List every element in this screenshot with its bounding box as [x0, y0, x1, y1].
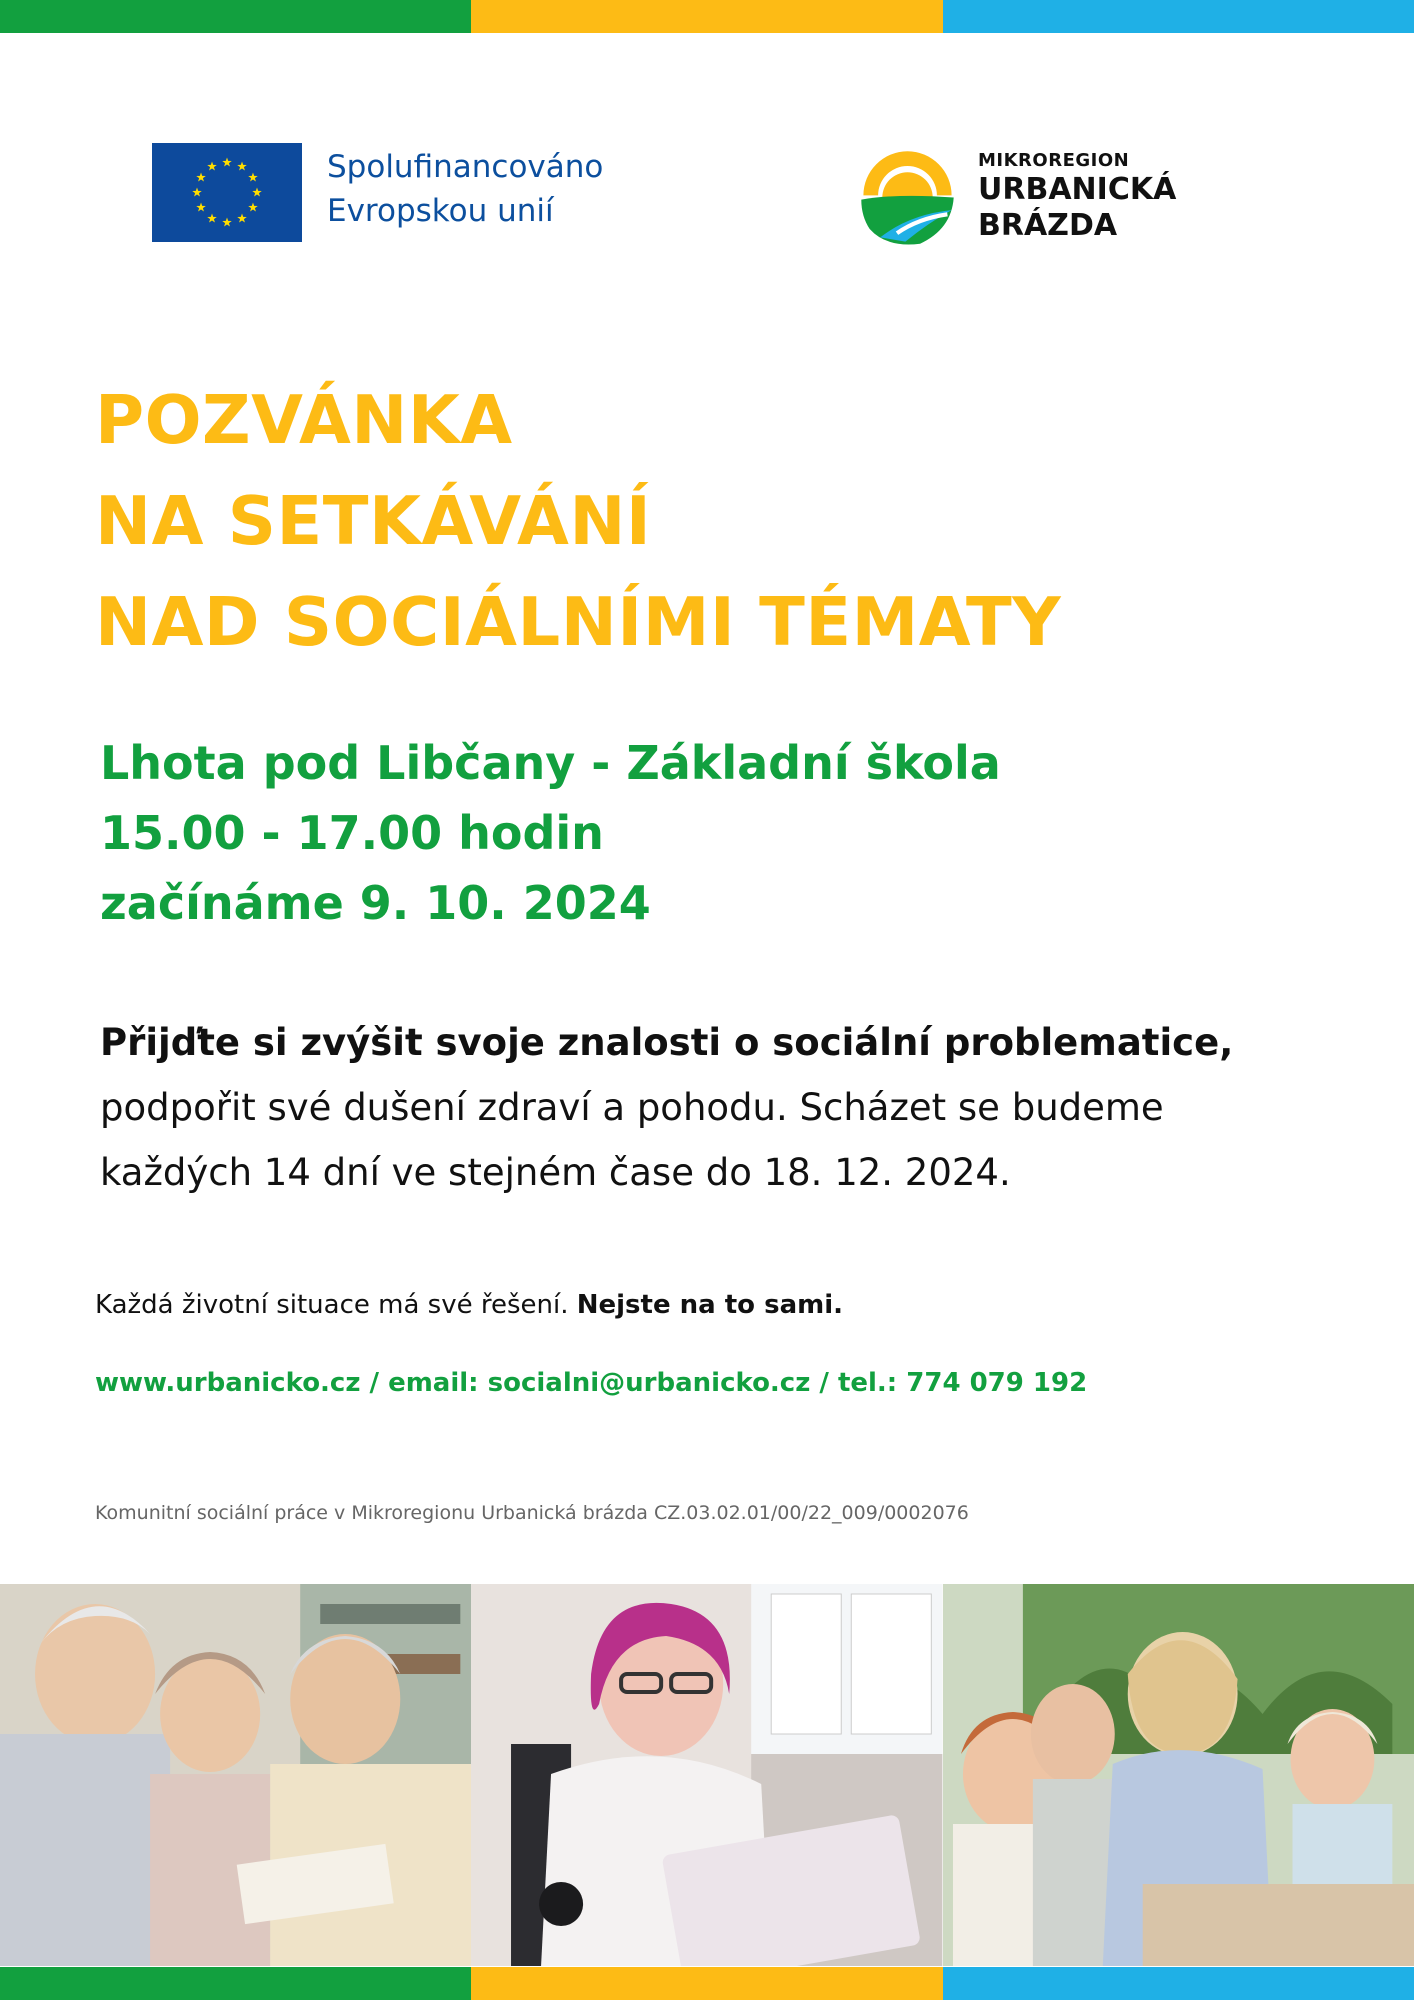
photo-strip — [0, 1584, 1414, 1966]
tagline-regular: Každá životní situace má své řešení. — [95, 1290, 577, 1320]
event-start-date: začínáme 9. 10. 2024 — [100, 876, 651, 930]
top-bar-blue — [943, 0, 1414, 33]
bottom-bar-green — [0, 1967, 471, 2000]
body-line3: každých 14 dní ve stejném čase do 18. 12. 2024. — [100, 1151, 1011, 1194]
woman-wheelchair-laptop-photo — [471, 1584, 942, 1966]
title-line1: POZVÁNKA — [95, 381, 513, 459]
tagline — [95, 1290, 843, 1320]
mikroregion-label: MIKROREGION — [978, 150, 1130, 171]
top-bar-green — [0, 0, 471, 33]
event-details — [100, 728, 1001, 938]
body-text — [100, 1010, 1360, 1205]
tagline-bold: Nejste na to sami. — [576, 1290, 843, 1320]
body-line2: podpořit své dušení zdraví a pohodu. Scházet se budeme — [100, 1086, 1164, 1129]
eu-text-line1: Spolufinancováno — [327, 149, 604, 185]
eu-text-line2: Evropskou unií — [327, 193, 554, 229]
bottom-bar-blue — [943, 1967, 1414, 2000]
top-bar-yellow — [471, 0, 942, 33]
mikroregion-name-line1: URBANICKÁ — [978, 172, 1177, 207]
title-line3: NAD SOCIÁLNÍMI TÉMATY — [95, 583, 1062, 661]
seniors-reading-photo — [0, 1584, 471, 1966]
bottom-bar-yellow — [471, 1967, 942, 2000]
mikroregion-name-line2: BRÁZDA — [978, 208, 1118, 243]
invitation-title — [95, 370, 1061, 673]
project-footnote: Komunitní sociální práce v Mikroregionu Urbanická brázda CZ.03.02.01/00/22_009/0002076 — [95, 1502, 969, 1524]
top-color-bar — [0, 0, 1414, 33]
eu-cofinanced-text — [327, 145, 603, 233]
title-line2: NA SETKÁVÁNÍ — [95, 482, 652, 560]
body-bold-line: Přijďte si zvýšit svoje znalosti o sociální problematice, — [100, 1021, 1234, 1064]
group-seniors-presentation-photo — [943, 1584, 1414, 1966]
contact-line[interactable]: www.urbanicko.cz / email: socialni@urbanicko.cz / tel.: 774 079 192 — [95, 1368, 1088, 1398]
mikroregion-logo-icon — [855, 145, 960, 250]
eu-stars-icon — [152, 143, 302, 242]
event-place: Lhota pod Libčany - Základní škola — [100, 736, 1001, 790]
bottom-color-bar — [0, 1967, 1414, 2000]
event-time: 15.00 - 17.00 hodin — [100, 806, 604, 860]
mikroregion-logo-text — [978, 150, 1176, 244]
eu-flag-logo — [152, 143, 302, 242]
